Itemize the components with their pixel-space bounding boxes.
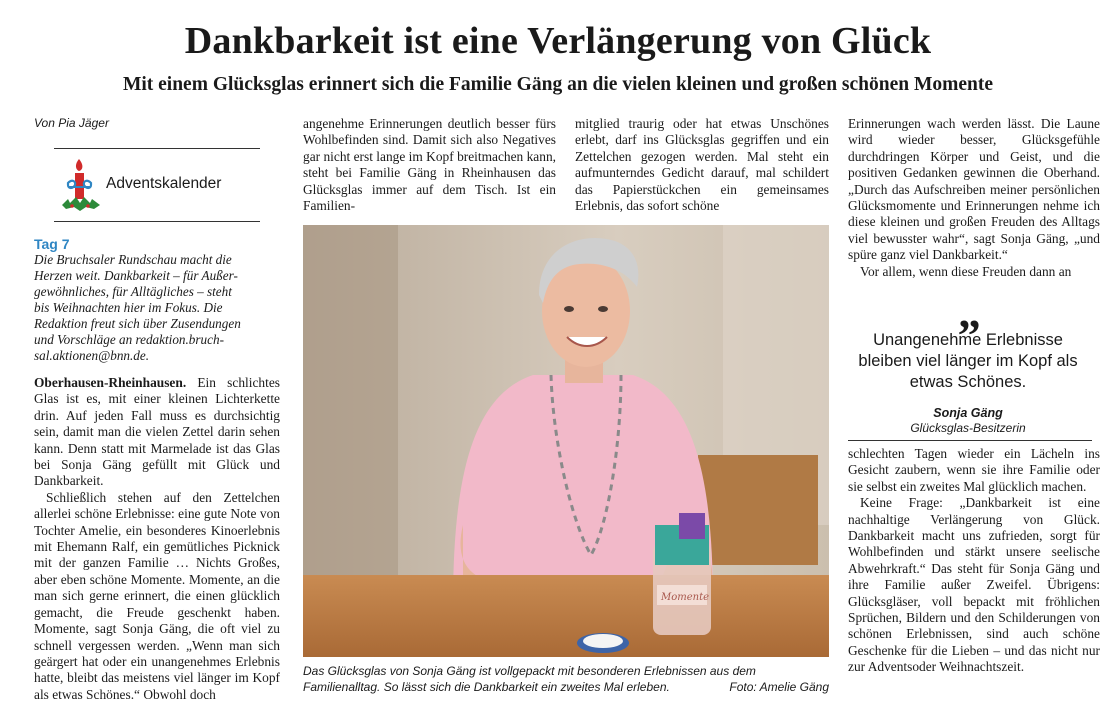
info-line: Herzen weit. Dankbarkeit – für Außer- (34, 268, 238, 283)
badge-label: Adventskalender (106, 175, 222, 192)
photo-caption (303, 663, 829, 695)
article-column-2 (303, 116, 556, 214)
quote-role: Glücksglas-Besitzerin (910, 421, 1026, 435)
info-line: Redaktion freut sich über Zusendungen (34, 316, 241, 331)
paragraph: schlechten Tagen wieder ein Lächeln ins Gesicht zaubern, wenn sie ihre Familie oder sie selbst ein zweites Mal glücklich machen. (848, 446, 1100, 494)
paragraph-text: Ein schlichtes Glas ist es, mit einer kleinen Lichterkette drin. Auf jeden Fall muss es durchsichtig sein, damit man die vielen Zettel darin sehen kann. Denn statt mit Marmelade ist das Glas bei Sonja Gäng gefüllt mit Glück und Dankbarkeit. (34, 375, 280, 489)
article-column-4-top (848, 116, 1100, 280)
info-line: sal.aktionen@bnn.de. (34, 348, 150, 363)
paragraph (34, 375, 280, 490)
paragraph: mitglied traurig oder hat etwas Unschönes erlebt, darf ins Glücksglas gegriffen und ein Zettelchen gezogen werden. Mal steht ein aufmunterndes Gedicht darauf, mal schildert das Papierstückchen ein gemeinsames Erlebnis, das sofort schöne (575, 116, 829, 214)
caption-text: Das Glücksglas von Sonja Gäng ist vollgepackt mit besonderen Erlebnissen aus dem Familienalltag. So lässt sich die Dankbarkeit ein zweites Mal erleben. (303, 664, 756, 694)
paragraph: Erinnerungen wach werden lässt. Die Laune wird wieder besser, Glücksgefühle durchdringen Körper und Geist, und die positiven Gedanken gewinnen die Oberhand. „Durch das Aufschreiben meiner persönlichen Glücksmomente und Erinnerungen nehme ich diese kleinen und großen Freuden des Alltags viel bewusster wahr“, sagt Sonja Gäng, „und spüre ganz viel Dankbarkeit.“ (848, 116, 1100, 263)
quote-mark-icon: „ (958, 286, 981, 337)
pull-quote: Unangenehme Erlebnisse bleiben viel länger im Kopf als etwas Schönes. (858, 331, 1078, 391)
article-column-3 (575, 116, 829, 214)
paragraph: Schließlich stehen auf den Zettelchen allerlei schöne Erlebnisse: eine gute Note von Tochter Amelie, ein besonderes Kinoerlebnis mit Ehemann Ralf, ein gemütliches Picknick mit der ganzen Familie … Nichts Großes, aber eben schöne Momente. Momente, an die man sich gerne erinnert, die einen glücklich gemacht, die Freude geschenkt haben. Momente, sagt Sonja Gäng, die oft viel zu schnell vergessen werden. „Wenn man sich geärgert hat oder ein unangenehmes Erlebnis hatte, bleibt das meistens viel länger im Kopf als etwas Schönes.“ Obwohl doch (34, 489, 280, 702)
paragraph: Keine Frage: „Dankbarkeit ist eine nachhaltige Verlängerung von Glück. Dankbarkeit macht uns zufrieden, sorgt für Wohlbefinden und stärkt unsere seelische Abwehrkraft.“ Das steht für Sonja Gäng und ihre Familie außer Zweifel. Übrigens: Glücksgläser, voll bepackt mit fröhlichen Sprüchen, Bildern und den Schilderungen von schönen Erlebnissen, sind auch schöne Geschenke für die Lieben – und das nicht nur zur Adventsoder Weihnachtszeit. (848, 495, 1100, 675)
info-text (34, 252, 264, 364)
article-photo (303, 225, 829, 657)
info-day: Tag 7 (34, 236, 70, 252)
info-line: und Vorschläge an redaktion.bruch- (34, 332, 224, 347)
paragraph: Vor allem, wenn diese Freuden dann an (860, 263, 1072, 279)
paragraph: angenehme Erinnerungen deutlich besser fürs Wohlbefinden sind. Damit sich also Negatives gar nicht erst lange im Kopf breitmachen kann, steht bei Familie Gäng in Rheinhausen das Glücksglas immer auf dem Tisch. Ist ein Familien- (303, 116, 556, 214)
quote-author: Sonja Gäng (933, 406, 1003, 420)
divider (848, 440, 1092, 441)
photo-credit: Foto: Amelie Gäng (729, 680, 829, 694)
headline: Dankbarkeit ist eine Verlängerung von Glück (184, 20, 932, 62)
adventskalender-badge (54, 148, 260, 222)
dateline: Oberhausen-Rheinhausen. (34, 375, 187, 390)
photo-scene (303, 225, 829, 657)
advent-candle-icon (60, 157, 102, 215)
jar-label: Momente (661, 592, 710, 603)
info-line: bis Weihnachten hier im Fokus. Die (34, 300, 223, 315)
info-line: gewöhnliches, für Alltägliches – steht (34, 284, 232, 299)
subheadline: Mit einem Glücksglas erinnert sich die Familie Gäng an die vielen kleinen und großen schönen Momente (122, 74, 994, 95)
info-line: Die Bruchsaler Rundschau macht die (34, 252, 232, 267)
author-byline: Von Pia Jäger (34, 116, 109, 130)
article-column-1 (34, 375, 280, 703)
article-column-4-bottom (848, 446, 1100, 676)
